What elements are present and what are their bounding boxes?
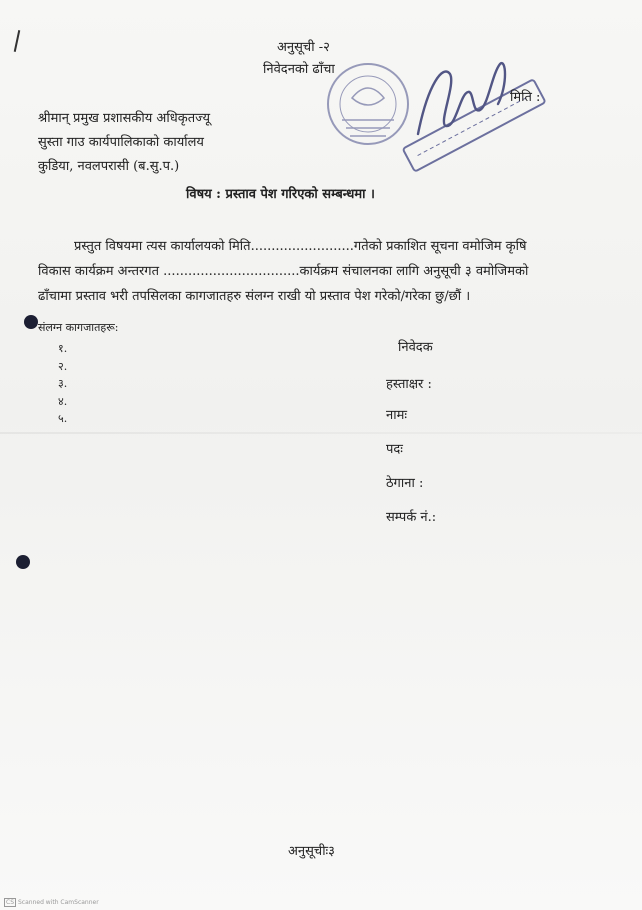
address-label: ठेगाना : [386, 476, 424, 491]
attachment-item: ४. [58, 395, 68, 408]
attachment-item: ५. [58, 412, 68, 425]
post-label: पदः [386, 442, 403, 457]
date-label: मिति : [510, 90, 541, 105]
applicant-heading: निवेदक [398, 340, 433, 355]
contact-label: सम्पर्क नं.: [386, 510, 437, 525]
addressee-line-1: श्रीमान् प्रमुख प्रशासकीय अधिकृतज्यू [38, 111, 211, 126]
scanner-watermark: CS Scanned with CamScanner [6, 899, 99, 906]
body-line-2: विकास कार्यक्रम अन्तरगत .................................कार्यक्रम संचालनका लागि अनुसूची ३ वमोजिमको [38, 264, 529, 279]
signature-label: हस्ताक्षर : [386, 377, 432, 392]
subject-line: विषय : प्रस्ताव पेश गरिएको सम्बन्धमा । [186, 187, 375, 202]
annex-label: अनुसूची -२ [277, 40, 330, 55]
name-label: नामः [386, 408, 407, 423]
body-line-3: ढाँचामा प्रस्ताव भरी तपसिलका कागजातहरु संलग्न राखी यो प्रस्ताव पेश गरेको/गरेका छु/छौं । [38, 289, 471, 304]
camscanner-logo-icon: CS [6, 899, 14, 906]
attachment-item: २. [58, 360, 68, 373]
signature-stamp-icon [388, 44, 548, 174]
page-fold-line [0, 432, 642, 434]
attachment-item: १. [58, 342, 68, 355]
footer-annex-label: अनुसूचीः३ [288, 844, 335, 859]
margin-tick-mark [14, 30, 21, 52]
form-title: निवेदनको ढाँचा [263, 62, 335, 77]
addressee-line-2: सुस्ता गाउ कार्यपालिकाको कार्यालय [38, 135, 204, 150]
addressee-line-3: कुडिया, नवलपरासी (ब.सु.प.) [38, 159, 180, 174]
body-line-1: प्रस्तुत विषयमा त्यस कार्यालयको मिति.........................गतेको प्रकाशित सूचना वमोजिम कृषि [74, 239, 527, 254]
punch-hole [24, 315, 38, 329]
punch-hole [16, 555, 30, 569]
attachment-item: ३. [58, 377, 68, 390]
attachments-heading: संलग्न कागजातहरू: [38, 321, 119, 334]
